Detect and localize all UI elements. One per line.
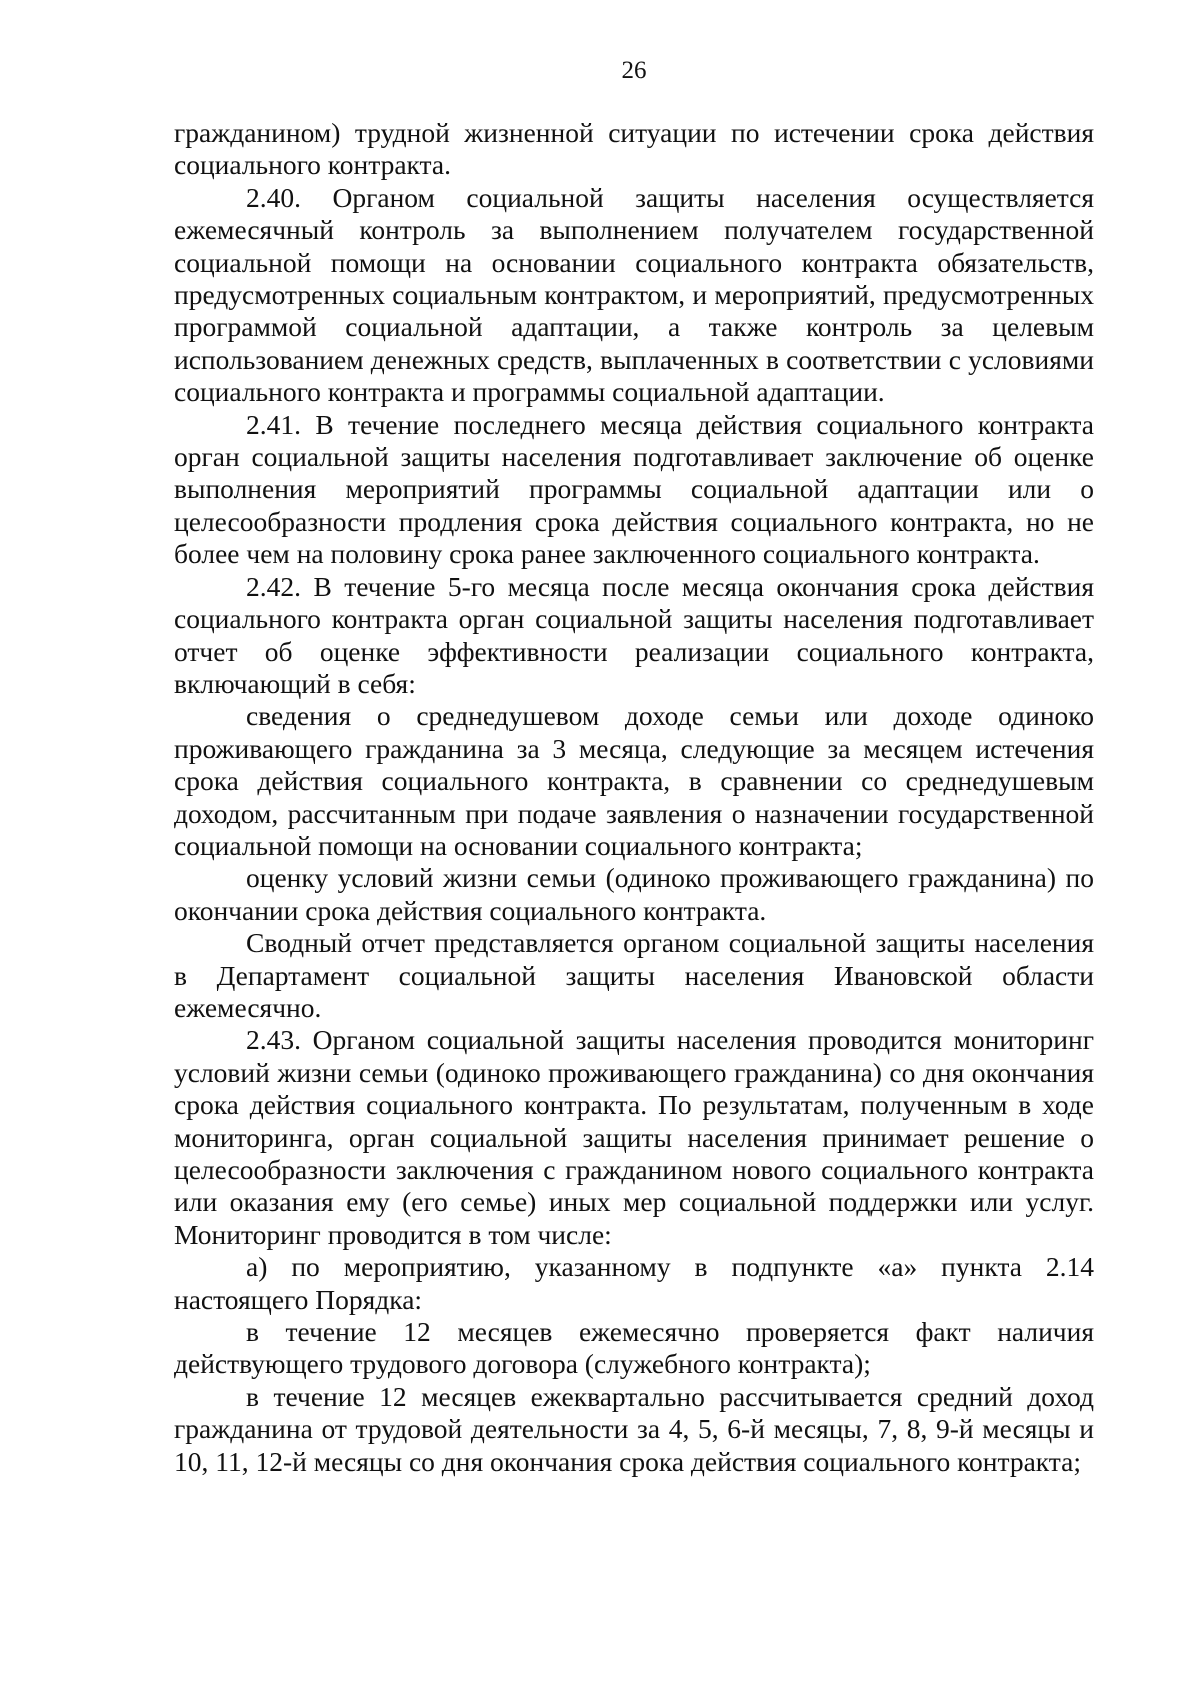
paragraph-2-42: 2.42. В течение 5-го месяца после месяца окончания срока действия социального контракта орган социальной защиты населения подготавливает отчет об оценке эффективности реализации социального контракта, включающий в себя: [174, 570, 1094, 699]
paragraph-item-a: а) по мероприятию, указанному в подпункте «а» пункта 2.14 настоящего Порядка: [174, 1251, 1094, 1315]
page-number: 26 [621, 57, 647, 84]
paragraph-living-conditions: оценку условий жизни семьи (одиноко проживающего гражданина) по окончании срока действия социального контракта. [174, 862, 1094, 926]
paragraph-2-43: 2.43. Органом социальной защиты населения проводится мониторинг условий жизни семьи (одиноко проживающего гражданина) со дня окончания срока действия социального контракта. По результатам, полученным в ходе мониторинга, орган социальной защиты населения принимает решение о целесообразности заключения с гражданином нового социального контракта или оказания ему (его семье) иных мер социальной поддержки или услуг. Мониторинг проводится в том числе: [174, 1024, 1094, 1250]
paragraph-2-41: 2.41. В течение последнего месяца действия социального контракта орган социальной защиты населения подготавливает заключение об оценке выполнения мероприятий программы социальной адаптации или о целесообразности продления срока действия социального контракта, но не более чем на половину срока ранее заключенного социального контракта. [174, 408, 1094, 570]
paragraph-monthly-check: в течение 12 месяцев ежемесячно проверяется факт наличия действующего трудового договора (служебного контракта); [174, 1316, 1094, 1380]
paragraph-continuation: гражданином) трудной жизненной ситуации по истечении срока действия социального контракта. [174, 117, 1094, 181]
paragraph-quarterly-income: в течение 12 месяцев ежеквартально рассчитывается средний доход гражданина от трудовой деятельности за 4, 5, 6-й месяцы, 7, 8, 9-й месяцы и 10, 11, 12-й месяцы со дня окончания срока действия социального контракта; [174, 1380, 1094, 1477]
paragraph-2-40: 2.40. Органом социальной защиты населения осуществляется ежемесячный контроль за выполнением получателем государственной социальной помощи на основании социального контракта обязательств, предусмотренных социальным контрактом, и мероприятий, предусмотренных программой социальной адаптации, а также контроль за целевым использованием денежных средств, выплаченных в соответствии с условиями социального контракта и программы социальной адаптации. [174, 181, 1094, 408]
paragraph-income-info: сведения о среднедушевом доходе семьи или доходе одиноко проживающего гражданина за 3 месяца, следующие за месяцем истечения срока действия социального контракта, в сравнении со среднедушевым доходом, рассчитанным при подаче заявления о назначении государственной социальной помощи на основании социального контракта; [174, 700, 1094, 861]
paragraph-summary-report: Сводный отчет представляется органом социальной защиты населения в Департамент социальной защиты населения Ивановской области ежемесячно. [174, 927, 1094, 1023]
document-body [174, 117, 1094, 1478]
